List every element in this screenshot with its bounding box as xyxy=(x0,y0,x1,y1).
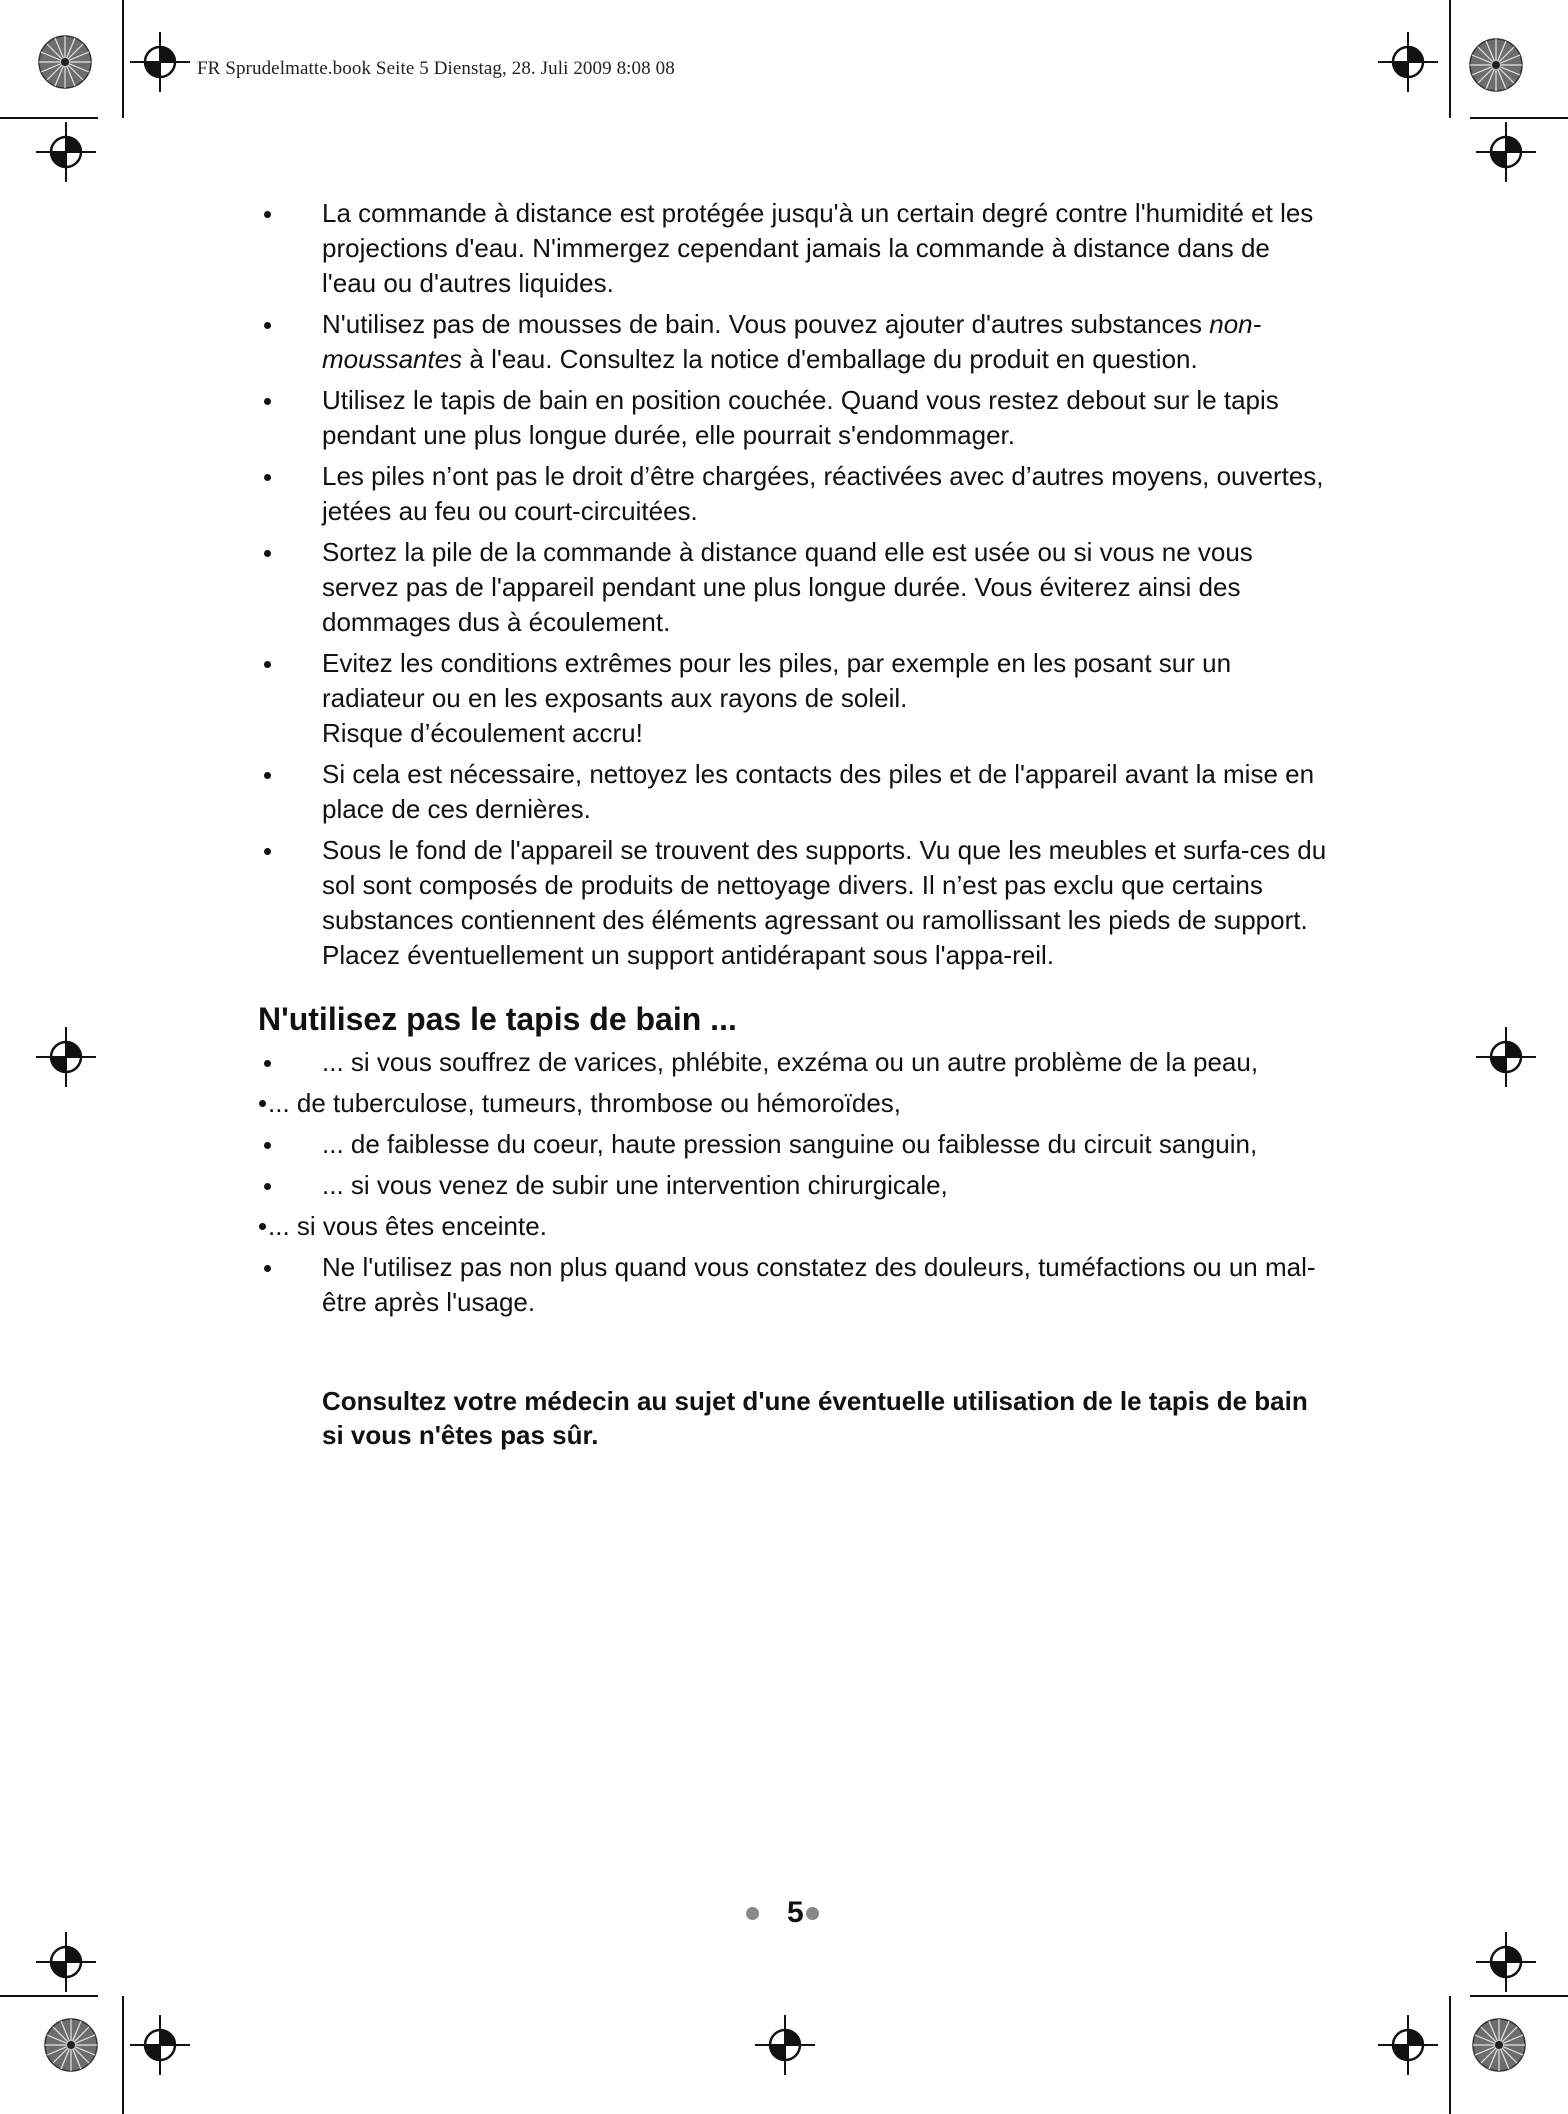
warning-text: ... si vous venez de subir une intervention chirurgicale, xyxy=(322,1170,948,1200)
item-emphasis: non-moussantes xyxy=(322,309,1262,374)
item-text: Les piles n’ont pas le droit d’être chargées, réactivées avec d’autres moyens, ouvertes, jetées au feu ou court-circuitées. xyxy=(322,461,1324,526)
page-footer xyxy=(746,1896,819,1930)
list-item xyxy=(250,833,1330,973)
warning-text: ... si vous souffrez de varices, phlébite, exzéma ou un autre problème de la peau, xyxy=(322,1047,1259,1077)
page-number: 5 xyxy=(787,1896,804,1929)
list-item xyxy=(250,196,1330,301)
bullet-icon xyxy=(259,1100,266,1107)
bullet-icon xyxy=(264,848,271,855)
item-text: Evitez les conditions extrêmes pour les piles, par exemple en les posant sur un radiateur ou en les exposants aux rayons de soleil. xyxy=(322,648,1232,713)
item-text: La commande à distance est protégée jusqu'à un certain degré contre l'humidité et les projections d'eau. N'immergez cependant jamais la commande à distance dans de l'eau ou d'autres liquides. xyxy=(322,198,1314,298)
bullet-icon xyxy=(264,211,271,218)
footer-dot-icon xyxy=(746,1907,759,1920)
footer-dot-icon xyxy=(806,1907,819,1920)
bullet-icon xyxy=(264,322,271,329)
doctor-note: Consultez votre médecin au sujet d'une éventuelle utilisation de le tapis de bain si vous n'êtes pas sûr. xyxy=(322,1386,1308,1450)
list-item xyxy=(250,383,1330,453)
warning-text: ... si vous êtes enceinte. xyxy=(268,1211,547,1241)
list-item xyxy=(250,307,1330,377)
list-item xyxy=(250,459,1330,529)
bullet-icon xyxy=(264,772,271,779)
item-text: à l'eau. Consultez la notice d'emballage du produit en question. xyxy=(462,344,1198,374)
bullet-icon xyxy=(264,398,271,405)
list-item xyxy=(250,646,1330,751)
list-item xyxy=(250,757,1330,827)
warning-text: ... de tuberculose, tumeurs, thrombose ou hémoroïdes, xyxy=(268,1088,902,1118)
bullet-icon xyxy=(264,474,271,481)
bullet-icon xyxy=(259,1223,266,1230)
warning-item xyxy=(250,1086,1330,1121)
item-text: Sous le fond de l'appareil se trouvent des supports. Vu que les meubles et surfa-ces du sol sont composés de produits de nettoyage divers. Il n’est pas exclu que certains substances contiennent des éléments agressant ou ramollissant les pieds de support. Placez éventuellement un support antidérapant sous l'appa-reil. xyxy=(322,835,1327,970)
running-head: FR Sprudelmatte.book Seite 5 Dienstag, 28. Juli 2009 8:08 08 xyxy=(197,58,675,79)
bullet-icon xyxy=(264,1060,271,1067)
warning-item xyxy=(250,1168,1330,1203)
list-item xyxy=(250,535,1330,640)
item-extra-line: Risque d’écoulement accru! xyxy=(322,718,643,748)
bullet-icon xyxy=(264,550,271,557)
bullet-icon xyxy=(264,661,271,668)
bullet-icon xyxy=(264,1265,271,1272)
item-text: Sortez la pile de la commande à distance quand elle est usée ou si vous ne vous servez pas de l'appareil pendant une plus longue durée. Vous éviterez ainsi des dommages dus à écoulement. xyxy=(322,537,1253,637)
warning-item xyxy=(250,1209,1330,1244)
section-title: N'utilisez pas le tapis de bain ... xyxy=(258,1001,737,1037)
item-text: Utilisez le tapis de bain en position couchée. Quand vous restez debout sur le tapis pendant une plus longue durée, elle pourrait s'endommager. xyxy=(322,385,1279,450)
warning-text: ... de faiblesse du coeur, haute pression sanguine ou faiblesse du circuit sanguin, xyxy=(322,1129,1258,1159)
item-text: Si cela est nécessaire, nettoyez les contacts des piles et de l'appareil avant la mise en place de ces dernières. xyxy=(322,759,1315,824)
warning-item xyxy=(250,1250,1330,1320)
bullet-icon xyxy=(264,1142,271,1149)
warning-item xyxy=(250,1045,1330,1080)
warning-item xyxy=(250,1127,1330,1162)
item-text: N'utilisez pas de mousses de bain. Vous pouvez ajouter d'autres substances xyxy=(322,309,1210,339)
bullet-icon xyxy=(264,1183,271,1190)
page-body xyxy=(250,196,1330,1452)
warning-text: Ne l'utilisez pas non plus quand vous constatez des douleurs, tuméfactions ou un mal-être après l'usage. xyxy=(322,1252,1316,1317)
